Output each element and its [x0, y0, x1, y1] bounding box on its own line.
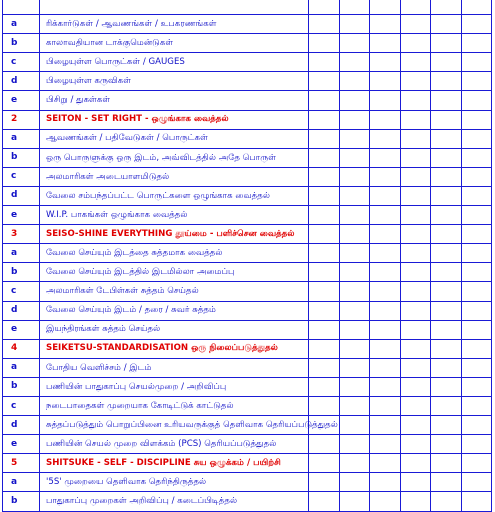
score-cell[interactable] — [461, 206, 492, 225]
item-text: சுத்தப்படுத்தும் பொறுப்பினை உரியவருக்குத் தெளிவாக தெரியப்படுத்துதல் — [40, 416, 309, 435]
score-cell[interactable] — [309, 358, 340, 377]
score-cell[interactable] — [370, 416, 401, 435]
score-cell[interactable] — [400, 53, 431, 72]
score-cell[interactable] — [309, 473, 340, 492]
score-cell[interactable] — [400, 358, 431, 377]
item-text: அலமாரிகள் டேபிள்கள் சுத்தம் செய்தல் — [40, 282, 309, 301]
score-cell[interactable] — [370, 244, 401, 263]
checklist-row — [3, 148, 492, 167]
item-letter: a — [3, 244, 40, 263]
score-cell[interactable] — [370, 473, 401, 492]
checklist-row — [3, 91, 492, 110]
section-number: 4 — [3, 339, 40, 358]
section-heading-row — [3, 225, 492, 244]
item-letter: c — [3, 396, 40, 415]
score-cell[interactable] — [400, 206, 431, 225]
score-cell[interactable] — [461, 148, 492, 167]
score-cell[interactable] — [431, 15, 462, 34]
item-text: வேலை செய்யும் இடத்தை சுத்தமாக வைத்தல் — [40, 244, 309, 263]
score-cell[interactable] — [400, 396, 431, 415]
item-letter: d — [3, 186, 40, 205]
score-cell[interactable] — [431, 167, 462, 186]
score-cell[interactable] — [461, 167, 492, 186]
score-cell[interactable] — [339, 34, 370, 53]
score-cell[interactable] — [400, 320, 431, 339]
score-cell[interactable] — [309, 206, 340, 225]
score-cell[interactable] — [461, 377, 492, 396]
score-cell[interactable] — [400, 377, 431, 396]
score-cell[interactable] — [370, 435, 401, 454]
checklist-row — [3, 473, 492, 492]
score-cell[interactable] — [309, 454, 340, 473]
score-cell[interactable] — [339, 206, 370, 225]
score-cell[interactable] — [339, 473, 370, 492]
item-letter: d — [3, 416, 40, 435]
score-cell[interactable] — [431, 492, 462, 511]
score-cell[interactable] — [370, 396, 401, 415]
score-cell[interactable] — [400, 186, 431, 205]
item-letter: a — [3, 473, 40, 492]
score-cell[interactable] — [339, 416, 370, 435]
section-heading-row — [3, 110, 492, 129]
score-cell[interactable] — [370, 377, 401, 396]
score-cell[interactable] — [431, 0, 462, 15]
score-cell[interactable] — [370, 206, 401, 225]
item-letter: b — [3, 492, 40, 511]
score-cell[interactable] — [370, 72, 401, 91]
score-cell[interactable] — [370, 148, 401, 167]
item-text: W.I.P. பாகங்கள் ஒழுங்காக வைத்தல் — [40, 206, 309, 225]
score-cell[interactable] — [370, 129, 401, 148]
item-letter: c — [3, 53, 40, 72]
score-cell[interactable] — [339, 91, 370, 110]
score-cell[interactable] — [309, 339, 340, 358]
checklist-row — [3, 396, 492, 415]
score-cell[interactable] — [339, 72, 370, 91]
score-cell[interactable] — [339, 148, 370, 167]
score-cell[interactable] — [431, 129, 462, 148]
checklist-row — [3, 377, 492, 396]
score-cell[interactable] — [400, 148, 431, 167]
score-cell[interactable] — [461, 454, 492, 473]
checklist-row — [3, 435, 492, 454]
score-cell[interactable] — [431, 358, 462, 377]
score-cell[interactable] — [309, 244, 340, 263]
score-cell[interactable] — [461, 301, 492, 320]
checklist-row — [3, 167, 492, 186]
item-text: நடைபாதைகள் முறையாக கோடிட்டுக் காட்டுதல் — [40, 396, 309, 415]
score-cell[interactable] — [370, 186, 401, 205]
score-cell[interactable] — [339, 129, 370, 148]
score-cell[interactable] — [370, 15, 401, 34]
checklist-row — [3, 358, 492, 377]
score-cell[interactable] — [400, 282, 431, 301]
score-cell[interactable] — [309, 72, 340, 91]
score-cell[interactable] — [400, 15, 431, 34]
score-cell[interactable] — [400, 301, 431, 320]
score-cell[interactable] — [431, 225, 462, 244]
score-cell[interactable] — [400, 0, 431, 15]
score-cell[interactable] — [461, 396, 492, 415]
score-cell[interactable] — [400, 492, 431, 511]
section-heading-row — [3, 454, 492, 473]
score-cell[interactable] — [431, 301, 462, 320]
score-cell[interactable] — [400, 454, 431, 473]
score-cell[interactable] — [370, 0, 401, 15]
score-cell[interactable] — [370, 358, 401, 377]
score-cell[interactable] — [461, 129, 492, 148]
score-cell[interactable] — [309, 15, 340, 34]
score-cell[interactable] — [370, 263, 401, 282]
checklist-row — [3, 244, 492, 263]
score-cell[interactable] — [461, 339, 492, 358]
checklist-row — [3, 129, 492, 148]
score-cell[interactable] — [370, 492, 401, 511]
score-cell[interactable] — [431, 435, 462, 454]
score-cell[interactable] — [339, 167, 370, 186]
score-cell[interactable] — [370, 53, 401, 72]
checklist-row — [3, 416, 492, 435]
item-text: அலமாரிகள் அடையாளமிடுதல் — [40, 167, 309, 186]
score-cell[interactable] — [309, 167, 340, 186]
score-cell[interactable] — [461, 225, 492, 244]
score-cell[interactable] — [400, 263, 431, 282]
score-cell[interactable] — [431, 91, 462, 110]
item-letter: e — [3, 320, 40, 339]
checklist-row — [3, 492, 492, 511]
item-letter: c — [3, 167, 40, 186]
score-cell[interactable] — [461, 435, 492, 454]
section-title: SHITSUKE - SELF - DISCIPLINE சுய ஒழுக்கம் / பயிற்சி — [40, 454, 309, 473]
item-letter: d — [3, 72, 40, 91]
score-cell[interactable] — [339, 454, 370, 473]
score-cell[interactable] — [400, 339, 431, 358]
score-cell[interactable] — [309, 377, 340, 396]
item-text: காலாவதியான டாக்குமென்டுகள் — [40, 34, 309, 53]
checklist-row — [3, 53, 492, 72]
score-cell[interactable] — [339, 244, 370, 263]
score-cell[interactable] — [431, 53, 462, 72]
checklist-row — [3, 34, 492, 53]
score-cell[interactable] — [461, 492, 492, 511]
section-heading-row — [3, 339, 492, 358]
score-cell[interactable] — [309, 110, 340, 129]
score-cell[interactable] — [461, 72, 492, 91]
score-cell[interactable] — [339, 435, 370, 454]
score-cell[interactable] — [431, 263, 462, 282]
score-cell[interactable] — [339, 263, 370, 282]
score-cell[interactable] — [461, 110, 492, 129]
section-number: 3 — [3, 225, 40, 244]
score-cell[interactable] — [431, 110, 462, 129]
item-letter — [3, 0, 40, 15]
score-cell[interactable] — [461, 320, 492, 339]
score-cell[interactable] — [461, 282, 492, 301]
score-cell[interactable] — [431, 416, 462, 435]
score-cell[interactable] — [370, 320, 401, 339]
score-cell[interactable] — [461, 15, 492, 34]
score-cell[interactable] — [339, 53, 370, 72]
item-letter: c — [3, 282, 40, 301]
score-cell[interactable] — [339, 339, 370, 358]
score-cell[interactable] — [339, 377, 370, 396]
score-cell[interactable] — [461, 91, 492, 110]
item-letter: e — [3, 206, 40, 225]
item-text: பாதுகாப்பு முறைகள் அறிவிப்பு / கடைப்பிடித்தல் — [40, 492, 309, 511]
score-cell[interactable] — [400, 473, 431, 492]
score-cell[interactable] — [309, 34, 340, 53]
score-cell[interactable] — [431, 473, 462, 492]
item-text: பணியின் பாதுகாப்பு செயல்முறை / அறிவிப்பு — [40, 377, 309, 396]
score-cell[interactable] — [400, 91, 431, 110]
score-cell[interactable] — [431, 377, 462, 396]
score-cell[interactable] — [431, 206, 462, 225]
five-s-checklist-table — [2, 0, 492, 512]
score-cell[interactable] — [400, 244, 431, 263]
score-cell[interactable] — [431, 454, 462, 473]
item-text — [40, 0, 309, 15]
checklist-row — [3, 206, 492, 225]
checklist-row — [3, 0, 492, 15]
score-cell[interactable] — [339, 282, 370, 301]
score-cell[interactable] — [309, 282, 340, 301]
score-cell[interactable] — [339, 358, 370, 377]
item-text: பிழையுள்ள கருவிகள் — [40, 72, 309, 91]
score-cell[interactable] — [461, 358, 492, 377]
score-cell[interactable] — [370, 282, 401, 301]
score-cell[interactable] — [400, 129, 431, 148]
score-cell[interactable] — [309, 129, 340, 148]
item-text: பிழையுள்ள பொருட்கள் / GAUGES — [40, 53, 309, 72]
score-cell[interactable] — [309, 91, 340, 110]
score-cell[interactable] — [339, 110, 370, 129]
section-number: 2 — [3, 110, 40, 129]
item-text: ஆவணங்கள் / பதிவேடுகள் / பொருட்கள் — [40, 129, 309, 148]
score-cell[interactable] — [339, 225, 370, 244]
score-cell[interactable] — [309, 263, 340, 282]
score-cell[interactable] — [431, 282, 462, 301]
item-text: பிசிறு / துகள்கள் — [40, 91, 309, 110]
score-cell[interactable] — [400, 110, 431, 129]
item-text: '5S' முறையை தெளிவாக தெரிந்திருத்தல் — [40, 473, 309, 492]
score-cell[interactable] — [431, 320, 462, 339]
section-title: SEITON - SET RIGHT - ஒழுங்காக வைத்தல் — [40, 110, 309, 129]
score-cell[interactable] — [431, 186, 462, 205]
item-letter: a — [3, 15, 40, 34]
score-cell[interactable] — [431, 72, 462, 91]
item-text: ரிக்கார்டுகள் / ஆவணங்கள் / உபகரணங்கள் — [40, 15, 309, 34]
checklist-row — [3, 282, 492, 301]
checklist-sheet — [2, 0, 492, 512]
score-cell[interactable] — [309, 53, 340, 72]
checklist-row — [3, 15, 492, 34]
score-cell[interactable] — [370, 301, 401, 320]
score-cell[interactable] — [370, 167, 401, 186]
score-cell[interactable] — [461, 0, 492, 15]
score-cell[interactable] — [370, 339, 401, 358]
score-cell[interactable] — [339, 301, 370, 320]
item-text: வேலை செய்யும் இடம் / தரை / சுவர் சுத்தம் — [40, 301, 309, 320]
score-cell[interactable] — [461, 244, 492, 263]
score-cell[interactable] — [339, 396, 370, 415]
score-cell[interactable] — [461, 53, 492, 72]
score-cell[interactable] — [339, 15, 370, 34]
item-text: வேலை சம்பந்தப்பட்ட பொருட்களை ஒழுங்காக வைத்தல் — [40, 186, 309, 205]
score-cell[interactable] — [339, 0, 370, 15]
score-cell[interactable] — [461, 263, 492, 282]
item-letter: b — [3, 148, 40, 167]
score-cell[interactable] — [461, 186, 492, 205]
item-letter: b — [3, 263, 40, 282]
section-number: 5 — [3, 454, 40, 473]
score-cell[interactable] — [370, 34, 401, 53]
score-cell[interactable] — [309, 301, 340, 320]
score-cell[interactable] — [339, 320, 370, 339]
score-cell[interactable] — [370, 454, 401, 473]
item-letter: b — [3, 34, 40, 53]
score-cell[interactable] — [309, 225, 340, 244]
checklist-row — [3, 320, 492, 339]
section-title: SEIKETSU-STANDARDISATION ஒரு நிலைப்படுத்துதல் — [40, 339, 309, 358]
score-cell[interactable] — [400, 167, 431, 186]
score-cell[interactable] — [309, 148, 340, 167]
score-cell[interactable] — [431, 244, 462, 263]
checklist-row — [3, 301, 492, 320]
score-cell[interactable] — [309, 186, 340, 205]
item-letter: e — [3, 435, 40, 454]
score-cell[interactable] — [431, 34, 462, 53]
score-cell[interactable] — [370, 110, 401, 129]
checklist-row — [3, 263, 492, 282]
score-cell[interactable] — [461, 34, 492, 53]
score-cell[interactable] — [461, 473, 492, 492]
item-text: பணியின் செயல் முறை விளக்கம் (PCS) தெரியப்படுத்துதல் — [40, 435, 309, 454]
score-cell[interactable] — [370, 225, 401, 244]
score-cell[interactable] — [400, 72, 431, 91]
checklist-row — [3, 186, 492, 205]
item-letter: a — [3, 129, 40, 148]
item-letter: a — [3, 358, 40, 377]
checklist-row — [3, 72, 492, 91]
item-letter: d — [3, 301, 40, 320]
score-cell[interactable] — [309, 435, 340, 454]
score-cell[interactable] — [309, 0, 340, 15]
score-cell[interactable] — [309, 320, 340, 339]
item-text: இயந்திரங்கள் சுத்தம் செய்தல் — [40, 320, 309, 339]
section-title: SEISO-SHINE EVERYTHING தூய்மை - பளிச்சென வைத்தல் — [40, 225, 309, 244]
score-cell[interactable] — [339, 492, 370, 511]
score-cell[interactable] — [400, 416, 431, 435]
item-letter: b — [3, 377, 40, 396]
score-cell[interactable] — [461, 416, 492, 435]
item-text: போதிய வெளிச்சம் / இடம் — [40, 358, 309, 377]
score-cell[interactable] — [400, 435, 431, 454]
score-cell[interactable] — [431, 148, 462, 167]
item-letter: e — [3, 91, 40, 110]
score-cell[interactable] — [339, 186, 370, 205]
score-cell[interactable] — [400, 225, 431, 244]
score-cell[interactable] — [400, 34, 431, 53]
item-text: வேலை செய்யும் இடத்தில் இடமில்லா அமைப்பு — [40, 263, 309, 282]
score-cell[interactable] — [431, 339, 462, 358]
score-cell[interactable] — [370, 91, 401, 110]
score-cell[interactable] — [309, 492, 340, 511]
score-cell[interactable] — [431, 396, 462, 415]
item-text: ஒரு பொருளுக்கு ஒரு இடம், அவ்விடத்தில் அதே பொருள் — [40, 148, 309, 167]
score-cell[interactable] — [309, 396, 340, 415]
